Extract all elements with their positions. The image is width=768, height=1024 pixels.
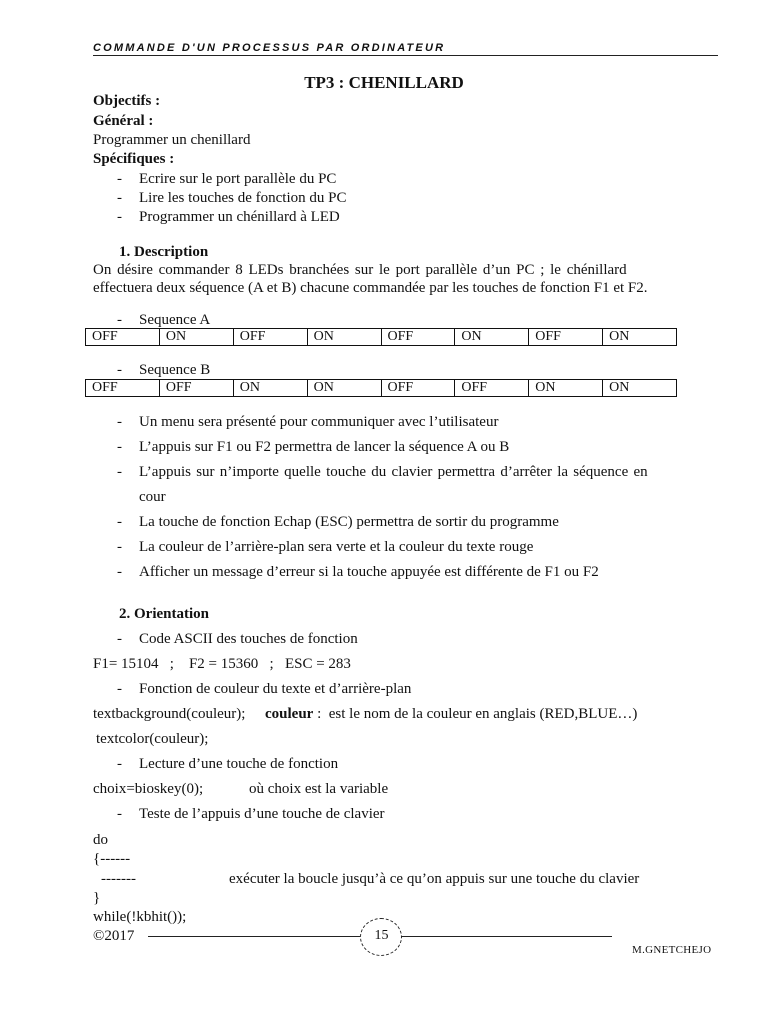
bullet-dash: - bbox=[117, 681, 122, 697]
code-line: } bbox=[93, 890, 101, 906]
bullet-dash: - bbox=[117, 190, 122, 206]
specific-item: Lire les touches de fonction du PC bbox=[139, 190, 347, 206]
header-rule bbox=[93, 55, 718, 56]
specific-item: Programmer un chénillard à LED bbox=[139, 209, 340, 225]
orientation-item: Code ASCII des touches de fonction bbox=[139, 631, 358, 647]
requirement-item: La touche de fonction Echap (ESC) permettra de sortir du programme bbox=[139, 514, 559, 530]
bullet-dash: - bbox=[117, 414, 122, 430]
description-heading: 1. Description bbox=[119, 244, 209, 260]
description-line-1: On désire commander 8 LEDs branchées sur le port parallèle d’un PC ; le chénillard bbox=[93, 262, 627, 278]
bullet-dash: - bbox=[117, 806, 122, 822]
led-state-cell: OFF bbox=[233, 329, 307, 346]
textcolor-code: textcolor(couleur); bbox=[96, 731, 209, 747]
code-comment: exécuter la boucle jusqu’à ce qu’on appuis sur une touche du clavier bbox=[229, 871, 640, 887]
orientation-heading: 2. Orientation bbox=[119, 606, 209, 622]
sequence-b-label: Sequence B bbox=[139, 362, 211, 378]
bullet-dash: - bbox=[117, 312, 122, 328]
led-state-cell: ON bbox=[159, 329, 233, 346]
bioskey-desc: où choix est la variable bbox=[249, 781, 389, 797]
led-state-cell: ON bbox=[603, 329, 677, 346]
bullet-dash: - bbox=[117, 539, 122, 555]
orientation-item: Teste de l’appuis d’une touche de clavier bbox=[139, 806, 385, 822]
bullet-dash: - bbox=[117, 631, 122, 647]
author: M.GNETCHEJO bbox=[632, 944, 712, 956]
code-line: {------ bbox=[93, 851, 131, 867]
bullet-dash: - bbox=[117, 514, 122, 530]
couleur-desc: : est le nom de la couleur en anglais (RED,BLUE…) bbox=[313, 706, 638, 722]
requirement-item: Un menu sera présenté pour communiquer avec l’utilisateur bbox=[139, 414, 499, 430]
led-state-cell: ON bbox=[529, 380, 603, 397]
bullet-dash: - bbox=[117, 362, 122, 378]
couleur-label: couleur bbox=[265, 706, 314, 722]
general-heading: Général : bbox=[93, 113, 154, 129]
page-number: 15 bbox=[374, 928, 389, 943]
code-line: ------- bbox=[101, 871, 136, 887]
led-state-cell: OFF bbox=[86, 329, 160, 346]
running-header: COMMANDE D'UN PROCESSUS PAR ORDINATEUR bbox=[93, 42, 446, 54]
led-state-cell: OFF bbox=[159, 380, 233, 397]
specific-item: Ecrire sur le port parallèle du PC bbox=[139, 171, 337, 187]
requirement-item: La couleur de l’arrière-plan sera verte et la couleur du texte rouge bbox=[139, 539, 534, 555]
requirement-item: L’appuis sur F1 ou F2 permettra de lancer la séquence A ou B bbox=[139, 439, 510, 455]
footer-rule-left bbox=[148, 936, 360, 937]
description-line-2: effectuera deux séquence (A et B) chacune commandée par les touches de fonction F1 et F2. bbox=[93, 280, 648, 296]
general-text: Programmer un chenillard bbox=[93, 132, 251, 148]
sequence-b-table bbox=[85, 379, 677, 397]
led-state-cell: OFF bbox=[381, 329, 455, 346]
led-state-cell: OFF bbox=[381, 380, 455, 397]
bullet-dash: - bbox=[117, 209, 122, 225]
led-state-cell: ON bbox=[455, 329, 529, 346]
sequence-a-label: Sequence A bbox=[139, 312, 211, 328]
copyright: ©2017 bbox=[93, 928, 135, 944]
footer-rule-right bbox=[401, 936, 612, 937]
led-state-cell: ON bbox=[603, 380, 677, 397]
orientation-item: Fonction de couleur du texte et d’arrière-plan bbox=[139, 681, 412, 697]
sequence-a-table bbox=[85, 328, 677, 346]
objectives-heading: Objectifs : bbox=[93, 93, 161, 109]
bullet-dash: - bbox=[117, 756, 122, 772]
bullet-dash: - bbox=[117, 439, 122, 455]
couleur-definition bbox=[265, 706, 637, 723]
code-line: while(!kbhit()); bbox=[93, 909, 187, 925]
bullet-dash: - bbox=[117, 171, 122, 187]
textbackground-code: textbackground(couleur); bbox=[93, 706, 246, 722]
bioskey-code: choix=bioskey(0); bbox=[93, 781, 204, 797]
orientation-item: Lecture d’une touche de fonction bbox=[139, 756, 339, 772]
ascii-codes: F1= 15104 ; F2 = 15360 ; ESC = 283 bbox=[93, 656, 351, 672]
specific-heading: Spécifiques : bbox=[93, 151, 175, 167]
bullet-dash: - bbox=[117, 564, 122, 580]
page-title: TP3 : CHENILLARD bbox=[304, 73, 464, 92]
bullet-dash: - bbox=[117, 464, 122, 480]
led-state-cell: OFF bbox=[455, 380, 529, 397]
requirement-item-continuation: cour bbox=[139, 489, 166, 505]
led-state-cell: ON bbox=[233, 380, 307, 397]
led-state-cell: OFF bbox=[86, 380, 160, 397]
code-line: do bbox=[93, 832, 108, 848]
led-state-cell: ON bbox=[307, 380, 381, 397]
requirement-item: Afficher un message d’erreur si la touche appuyée est différente de F1 ou F2 bbox=[139, 564, 599, 580]
led-state-cell: ON bbox=[307, 329, 381, 346]
requirement-item: L’appuis sur n’importe quelle touche du clavier permettra d’arrêter la séquence en bbox=[139, 464, 648, 480]
led-state-cell: OFF bbox=[529, 329, 603, 346]
